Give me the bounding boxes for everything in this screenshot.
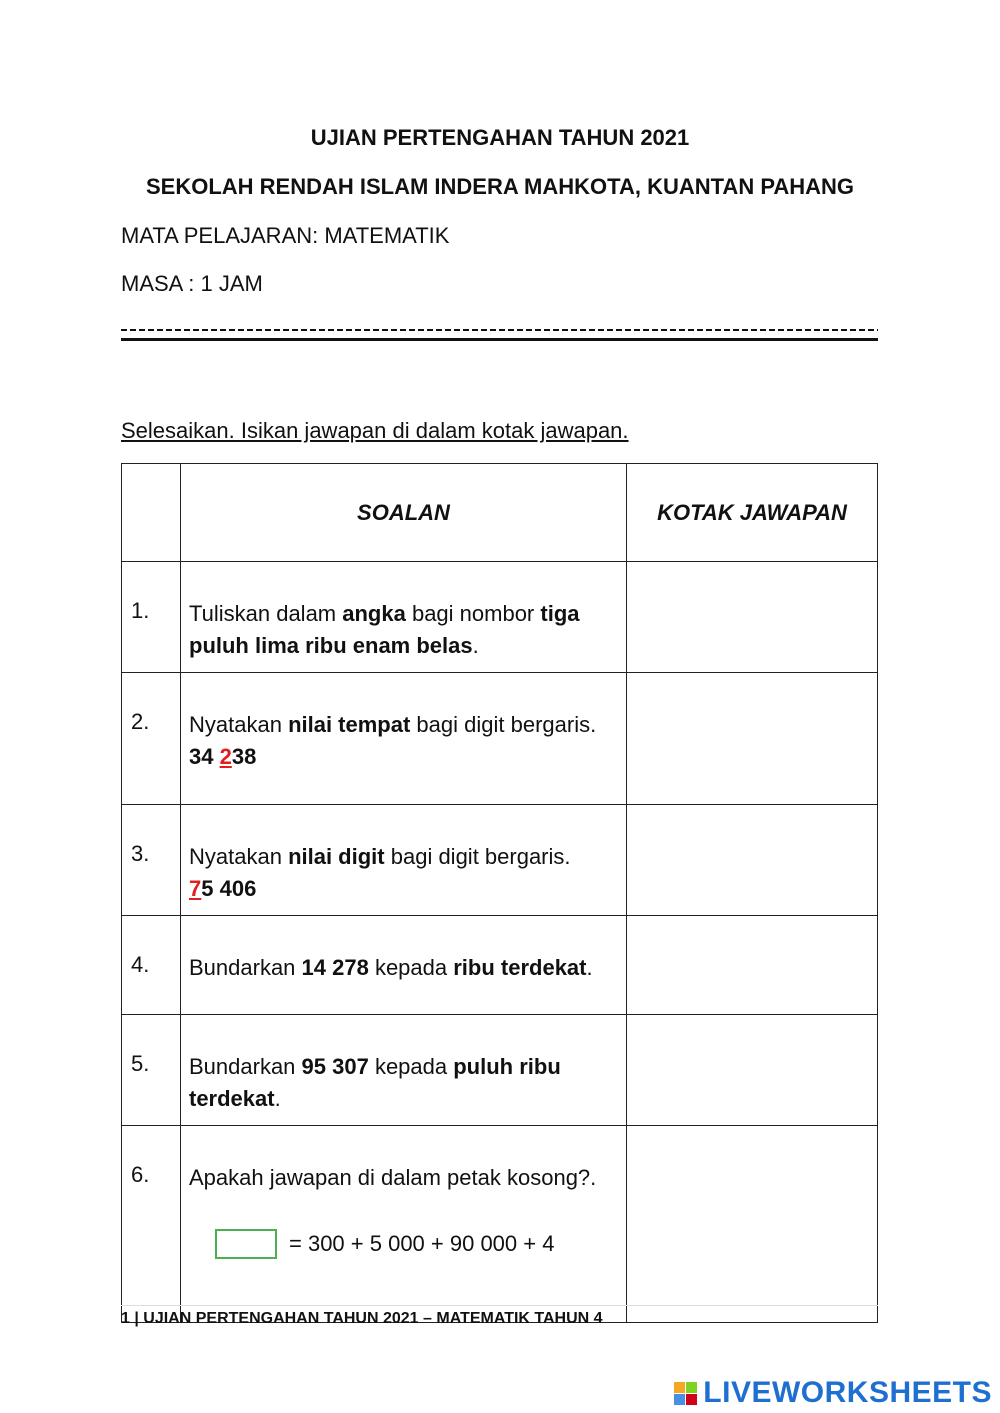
answer-box-5[interactable]	[627, 1015, 878, 1126]
question-number: 4.	[122, 916, 181, 1015]
table-row	[122, 562, 878, 673]
question-number: 5.	[122, 1015, 181, 1126]
answer-header: KOTAK JAWAPAN	[627, 464, 878, 562]
question-text: Apakah jawapan di dalam petak kosong?. = 300 + 5 000 + 90 000 + 4	[181, 1126, 627, 1323]
question-number: 6.	[122, 1126, 181, 1323]
table-header	[122, 464, 878, 562]
question-number-value: 75 406	[189, 876, 257, 901]
liveworksheets-icon	[674, 1382, 697, 1405]
separator	[121, 322, 878, 341]
footer-divider	[121, 1305, 878, 1306]
answer-box-1[interactable]	[627, 562, 878, 673]
time-line: MASA : 1 JAM	[121, 271, 263, 296]
question-number-value: 34 238	[189, 744, 257, 769]
liveworksheets-logo[interactable]	[674, 1376, 992, 1410]
question-text: Nyatakan nilai tempat bagi digit bergaris. 34 238	[181, 673, 627, 805]
table-row	[122, 1015, 878, 1126]
question-text: Tuliskan dalam angka bagi nombor tiga puluh lima ribu enam belas.	[181, 562, 627, 673]
question-number: 2.	[122, 673, 181, 805]
exam-title: UJIAN PERTENGAHAN TAHUN 2021	[310, 125, 690, 150]
instruction: Selesaikan. Isikan jawapan di dalam kotak jawapan.	[121, 418, 629, 443]
question-number: 1.	[122, 562, 181, 673]
answer-box-4[interactable]	[627, 916, 878, 1015]
subject-line: MATA PELAJARAN: MATEMATIK	[121, 223, 450, 248]
table-row	[122, 673, 878, 805]
answer-box-3[interactable]	[627, 805, 878, 916]
answer-box-6[interactable]	[627, 1126, 878, 1323]
equation: = 300 + 5 000 + 90 000 + 4	[215, 1228, 616, 1260]
table-row	[122, 805, 878, 916]
question-text: Bundarkan 95 307 kepada puluh ribu terdekat.	[181, 1015, 627, 1126]
table-row	[122, 916, 878, 1015]
blank-box[interactable]	[215, 1229, 277, 1259]
question-text: Nyatakan nilai digit bagi digit bergaris. 75 406	[181, 805, 627, 916]
number-header	[122, 464, 181, 562]
question-table	[121, 463, 878, 1323]
school-name: SEKOLAH RENDAH ISLAM INDERA MAHKOTA, KUANTAN PAHANG	[145, 174, 855, 199]
question-number: 3.	[122, 805, 181, 916]
table-row	[122, 1126, 878, 1323]
logo-text: LIVEWORKSHEETS	[703, 1376, 992, 1409]
question-text: Bundarkan 14 278 kepada ribu terdekat.	[181, 916, 627, 1015]
page-footer: 1 | UJIAN PERTENGAHAN TAHUN 2021 – MATEMATIK TAHUN 4	[121, 1310, 603, 1327]
answer-box-2[interactable]	[627, 673, 878, 805]
question-header: SOALAN	[181, 464, 627, 562]
